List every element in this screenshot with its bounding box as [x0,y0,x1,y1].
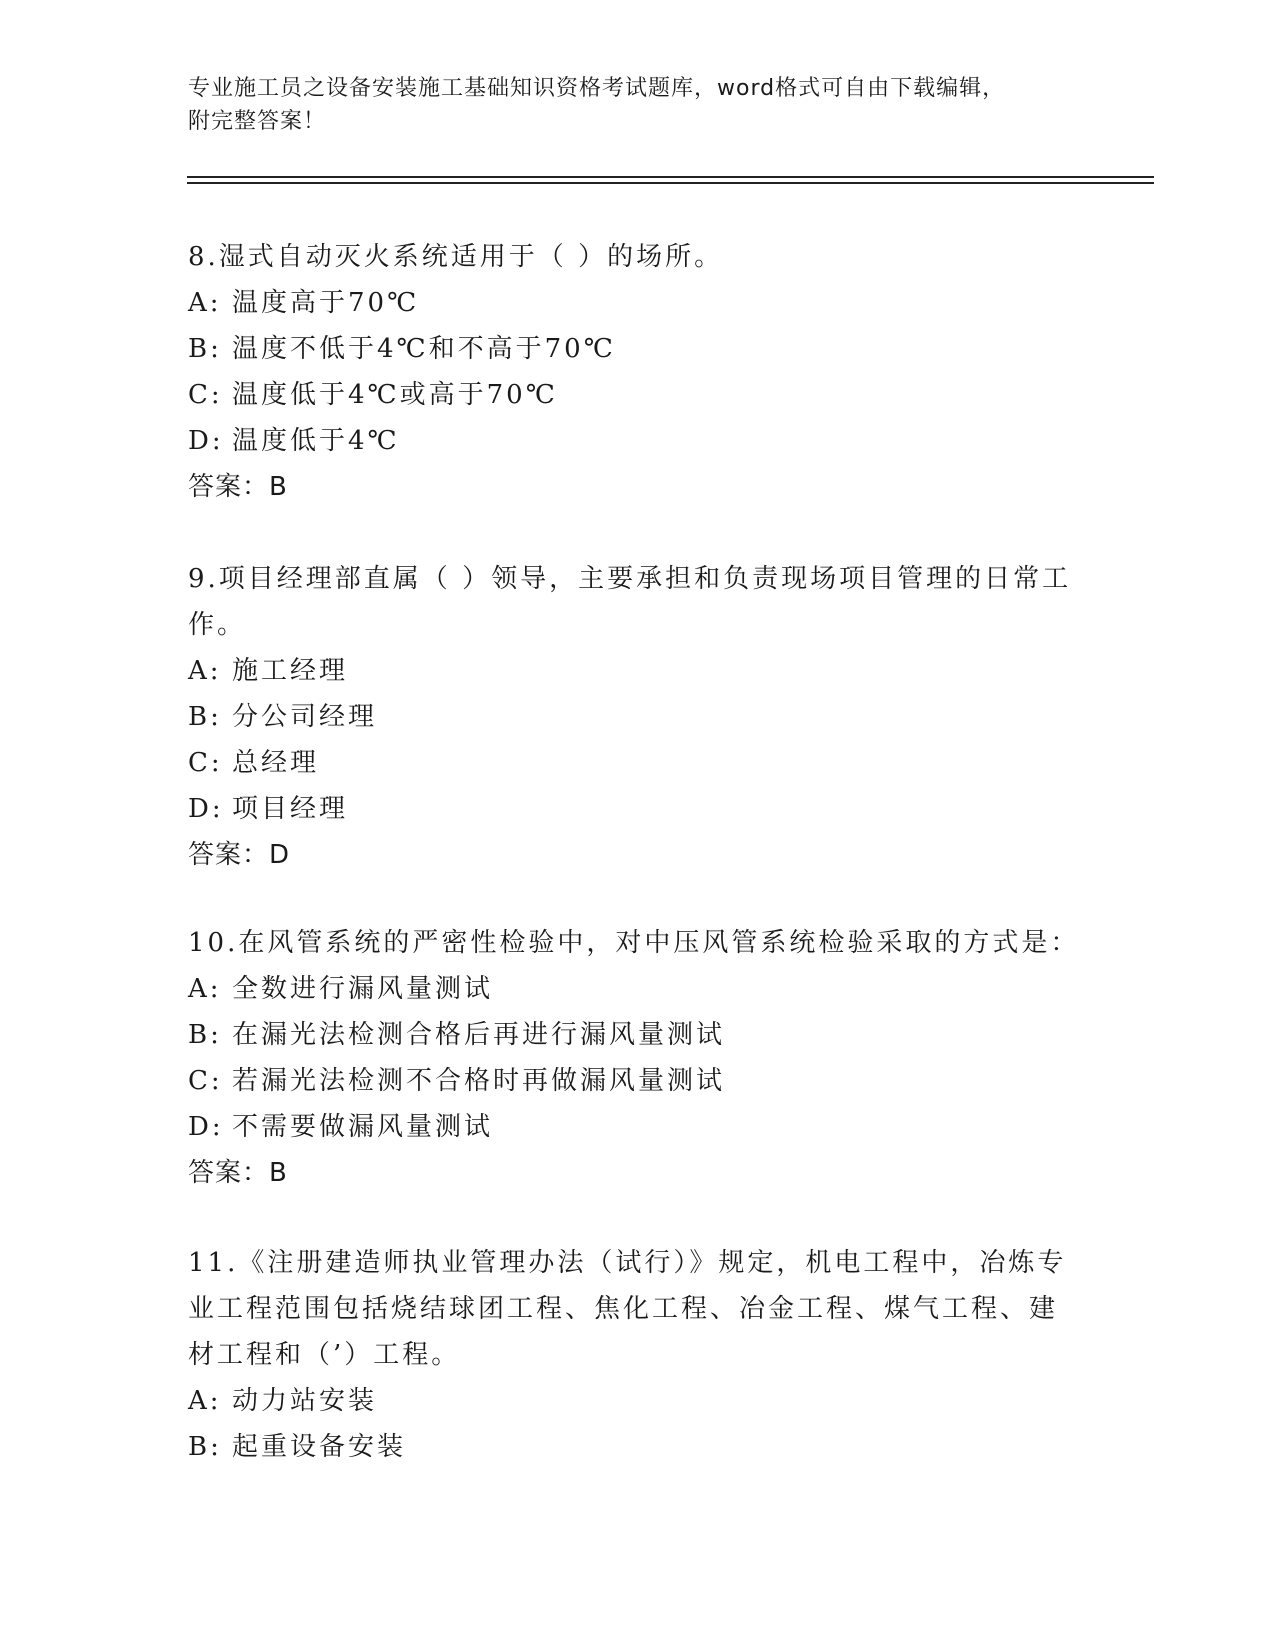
option-a [188,648,1078,694]
question-stem-line: 8.湿式自动灭火系统适用于（ ）的场所。 [188,242,724,272]
option-b [188,694,1078,740]
option-text: 项目经理 [232,794,349,824]
answer-line: 答案：D [188,840,291,870]
option-letter: D: [188,426,224,456]
option-c [188,372,1078,418]
option-letter: B: [188,334,222,364]
option-b [188,1424,1078,1470]
option-letter: D: [188,1112,224,1142]
option-text: 温度低于4℃ [232,426,400,456]
option-letter: D: [188,794,224,824]
question-stem-line: 作。 [188,610,247,640]
header-divider-bottom [187,182,1154,184]
option-a [188,280,1078,326]
question-stem-line: 10.在风管系统的严密性检验中，对中压风管系统检验采取的方式是： [188,928,1080,958]
option-letter: A: [188,974,222,1004]
question-stem-line: 材工程和（’）工程。 [188,1340,461,1370]
option-d [188,418,1078,464]
option-a [188,1378,1078,1424]
option-b [188,1012,1078,1058]
option-text: 若漏光法检测不合格时再做漏风量测试 [232,1066,726,1096]
option-text: 施工经理 [232,656,349,686]
header-line-1: 专业施工员之设备安装施工基础知识资格考试题库，word格式可自由下载编辑， [188,76,1006,101]
answer-line: 答案：B [188,472,288,502]
option-text: 温度不低于4℃和不高于70℃ [232,334,616,364]
option-text: 起重设备安装 [232,1432,407,1462]
option-d [188,1104,1078,1150]
option-c [188,740,1078,786]
option-letter: B: [188,1432,222,1462]
header-line-2: 附完整答案！ [188,109,327,134]
option-letter: C: [188,380,223,410]
option-text: 总经理 [232,748,320,778]
option-text: 全数进行漏风量测试 [232,974,494,1004]
option-letter: A: [188,656,222,686]
question-stem-line: 9.项目经理部直属（ ）领导，主要承担和负责现场项目管理的日常工 [188,564,1072,594]
option-a [188,966,1078,1012]
option-letter: B: [188,1020,222,1050]
header-divider-top [187,176,1154,178]
option-d [188,786,1078,832]
option-text: 分公司经理 [232,702,378,732]
option-text: 动力站安装 [232,1386,378,1416]
question-stem-line: 业工程范围包括烧结球团工程、焦化工程、冶金工程、煤气工程、建 [188,1294,1059,1324]
option-letter: C: [188,1066,223,1096]
question-8 [188,234,1078,510]
question-9 [188,556,1078,878]
option-letter: B: [188,702,222,732]
option-c [188,1058,1078,1104]
document-header [188,72,1068,138]
option-b [188,326,1078,372]
option-letter: C: [188,748,223,778]
option-text: 在漏光法检测合格后再进行漏风量测试 [232,1020,726,1050]
question-11 [188,1240,1078,1470]
answer-line: 答案：B [188,1158,288,1188]
question-stem-line: 11.《注册建造师执业管理办法（试行）》规定，机电工程中，冶炼专 [188,1248,1067,1278]
option-letter: A: [188,288,222,318]
option-text: 温度低于4℃或高于70℃ [232,380,558,410]
option-text: 不需要做漏风量测试 [232,1112,494,1142]
option-letter: A: [188,1386,222,1416]
question-10 [188,920,1078,1196]
option-text: 温度高于70℃ [232,288,420,318]
